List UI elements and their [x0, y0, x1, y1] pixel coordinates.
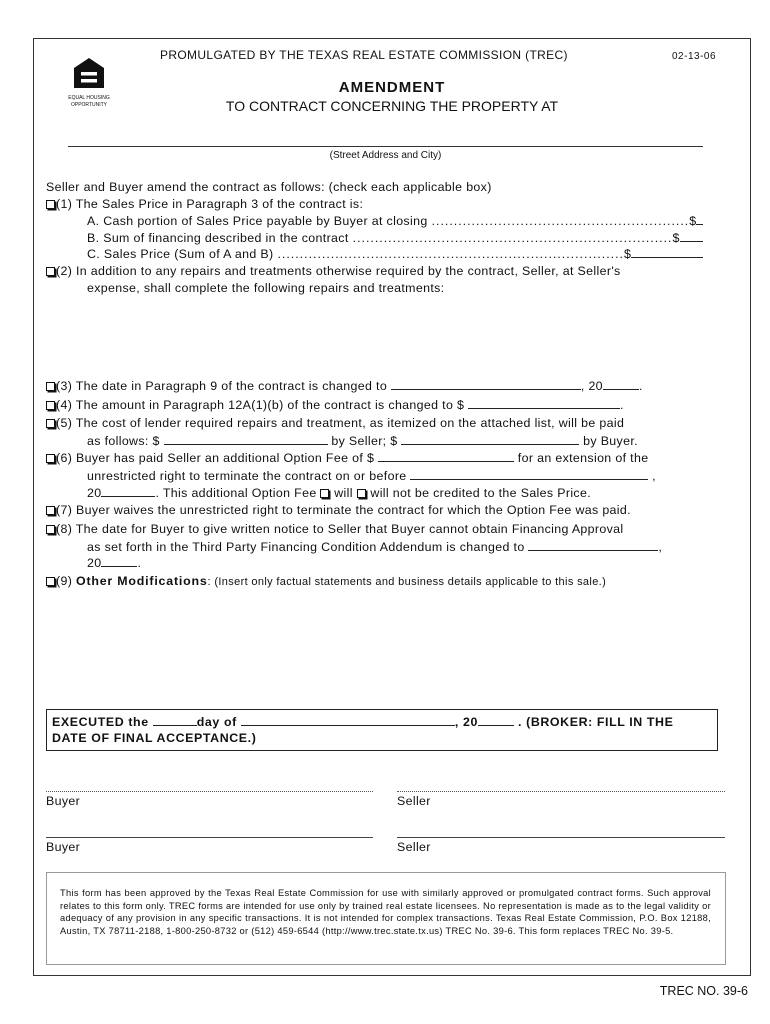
item-9-number: (9)	[56, 574, 73, 588]
item-3-year-field[interactable]	[603, 379, 639, 390]
sales-price-a-label: A. Cash portion of Sales Price payable by Buyer at closing	[87, 214, 428, 228]
item-6-text-d: . This additional Option Fee	[155, 486, 317, 500]
buyer-label-1: Buyer	[46, 794, 81, 808]
sales-price-b-row: B. Sum of financing described in the contract ........................................................................ $	[87, 231, 703, 245]
logo-text: EQUAL HOUSING OPPORTUNITY	[68, 95, 110, 108]
broker-note: . (BROKER: FILL IN THE	[518, 715, 674, 729]
period: .	[638, 379, 643, 393]
seller-signature-line-1[interactable]	[397, 791, 725, 792]
item-6-date-field[interactable]	[410, 469, 648, 480]
checkbox-3[interactable]	[46, 382, 55, 391]
dollar-sign: $	[689, 214, 697, 228]
item-6-text-b: for an extension of the	[517, 451, 649, 465]
checkbox-2[interactable]	[46, 267, 55, 276]
broker-note-cont: DATE OF FINAL ACCEPTANCE.)	[52, 731, 257, 745]
year-prefix: , 20	[454, 715, 478, 729]
sales-price-b-label: B. Sum of financing described in the contract	[87, 231, 349, 245]
item-3-text: (3) The date in Paragraph 9 of the contract is changed to	[56, 379, 388, 393]
checkbox-9[interactable]	[46, 577, 55, 586]
executed-day-field[interactable]	[153, 715, 197, 726]
year-prefix: 20	[87, 556, 102, 570]
form-title: AMENDMENT	[338, 79, 446, 96]
buyer-label-2: Buyer	[46, 840, 81, 854]
sales-price-b-field[interactable]	[680, 231, 703, 242]
checkbox-6-will-not[interactable]	[357, 489, 366, 498]
item-4-text: (4) The amount in Paragraph 12A(1)(b) of the contract is changed to $	[56, 398, 465, 412]
will-label: will	[334, 486, 353, 500]
repairs-textarea[interactable]	[87, 300, 703, 375]
executed-year-field[interactable]	[478, 715, 514, 726]
item-3-date-field[interactable]	[391, 379, 581, 390]
item-2-text: (2) In addition to any repairs and treatments otherwise required by the contract, Seller, at Seller's	[56, 264, 621, 278]
item-9-text: : (Insert only factual statements and business details applicable to this sale.)	[207, 576, 607, 588]
seller-label-2: Seller	[397, 840, 431, 854]
item-8-text: (8) The date for Buyer to give written notice to Seller that Buyer cannot obtain Financing Approval	[56, 522, 624, 536]
other-modifications-textarea[interactable]	[87, 595, 703, 700]
dollar-sign: $	[672, 231, 680, 245]
period: .	[137, 556, 142, 570]
item-7-text: (7) Buyer waives the unrestricted right to terminate the contract for which the Option Fee was paid.	[56, 503, 631, 517]
item-5-buyer-amount-field[interactable]	[401, 434, 579, 445]
trec-approval-notice: This form has been approved by the Texas Real Estate Commission for use with similarly approved or promulgated contract forms. Such approval relates to this form only. TREC forms are intended for use only by trained real estate licensees. No representation is made as to the legal validity or adequacy of any provision in any specific transactions. It is not intended for complex transactions. Texas Real Estate Commission, P.O. Box 12188, Austin, TX 78711-2188, 1-800-250-8732 or (512) 459-6544 (http://www.trec.state.tx.us) TREC No. 39-6. This form replaces TREC No. 39-5.	[46, 872, 726, 965]
address-field[interactable]	[68, 146, 703, 147]
sales-price-a-row: A. Cash portion of Sales Price payable by Buyer at closing .......................................................... $	[87, 214, 703, 228]
buyer-signature-line-1[interactable]	[46, 791, 373, 792]
comma: ,	[658, 540, 663, 554]
year-prefix: 20	[87, 486, 102, 500]
checkbox-6-will[interactable]	[320, 489, 329, 498]
dollar-sign: $	[624, 247, 632, 261]
item-2-text-cont: expense, shall complete the following repairs and treatments:	[87, 281, 445, 295]
intro-text: Seller and Buyer amend the contract as follows: (check each applicable box)	[46, 180, 492, 194]
checkbox-4[interactable]	[46, 401, 55, 410]
form-date: 02-13-06	[672, 51, 717, 62]
item-5-label: as follows: $	[87, 434, 160, 448]
sales-price-c-label: C. Sales Price (Sum of A and B)	[87, 247, 274, 261]
address-caption: (Street Address and City)	[329, 150, 442, 161]
item-4-amount-field[interactable]	[468, 398, 620, 409]
item-5-seller-label: by Seller; $	[331, 434, 398, 448]
checkbox-8[interactable]	[46, 525, 55, 534]
item-8-text-b: as set forth in the Third Party Financing Condition Addendum is changed to	[87, 540, 525, 554]
item-6-year-field[interactable]	[101, 486, 155, 497]
item-6-fee-field[interactable]	[378, 451, 514, 462]
executed-label: EXECUTED the	[52, 715, 149, 729]
checkbox-5[interactable]	[46, 419, 55, 428]
item-9-heading: Other Modifications	[76, 574, 208, 588]
day-of-label: day of	[196, 715, 237, 729]
form-subtitle: TO CONTRACT CONCERNING THE PROPERTY AT	[225, 98, 559, 114]
seller-label-1: Seller	[397, 794, 431, 808]
item-5-text: (5) The cost of lender required repairs and treatment, as itemized on the attached list, will be paid	[56, 416, 625, 430]
executed-month-field[interactable]	[241, 715, 455, 726]
seller-signature-line-2[interactable]	[397, 837, 725, 838]
item-5-seller-amount-field[interactable]	[164, 434, 328, 445]
item-5-buyer-label: by Buyer.	[583, 434, 638, 448]
will-not-label: will not be credited to the Sales Price.	[370, 486, 592, 500]
sales-price-a-field[interactable]	[696, 214, 703, 225]
buyer-signature-line-2[interactable]	[46, 837, 373, 838]
checkbox-6[interactable]	[46, 454, 55, 463]
period: .	[620, 398, 624, 412]
sales-price-c-row: C. Sales Price (Sum of A and B) .............................................................................. $	[87, 247, 703, 261]
item-6-text-c: unrestricted right to terminate the contract on or before	[87, 469, 407, 483]
item-8-year-field[interactable]	[101, 556, 137, 567]
checkbox-7[interactable]	[46, 506, 55, 515]
item-1-text: (1) The Sales Price in Paragraph 3 of the contract is:	[56, 197, 364, 211]
year-prefix: , 20	[580, 379, 603, 393]
sales-price-c-field[interactable]	[631, 247, 703, 258]
form-number: TREC NO. 39-6	[659, 984, 748, 998]
comma: ,	[652, 469, 656, 483]
item-8-date-field[interactable]	[528, 540, 658, 551]
promulgated-header: PROMULGATED BY THE TEXAS REAL ESTATE COMMISSION (TREC)	[160, 48, 568, 62]
item-6-text: (6) Buyer has paid Seller an additional Option Fee of $	[56, 451, 375, 465]
checkbox-1[interactable]	[46, 200, 55, 209]
